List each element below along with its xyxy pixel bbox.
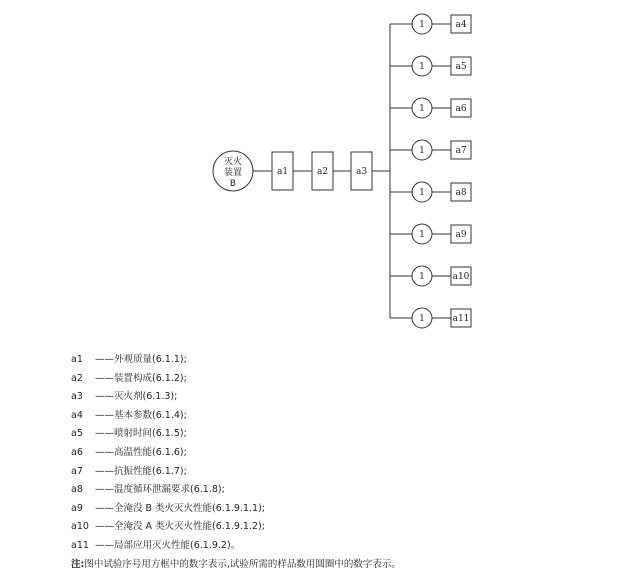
legend-item xyxy=(71,444,265,463)
device-label-line3: B xyxy=(229,179,237,189)
legend xyxy=(71,351,265,556)
branch-row xyxy=(390,14,471,34)
legend-dash: —— xyxy=(95,428,114,440)
legend-text: 温度循环泄漏要求(6.1.8); xyxy=(114,484,225,496)
legend-dash: —— xyxy=(95,354,114,365)
legend-item xyxy=(71,370,265,389)
legend-dash: —— xyxy=(95,446,114,458)
legend-dash: —— xyxy=(95,465,114,477)
legend-text: 装置构成(6.1.2); xyxy=(114,372,187,384)
test-box-label: a11 xyxy=(452,314,470,324)
note-label: 注: xyxy=(71,559,85,570)
legend-text: 灭火剂(6.1.3); xyxy=(114,391,178,403)
legend-text: 全淹没 B 类火灭火性能(6.1.9.1.1); xyxy=(114,502,265,514)
test-box-label: a10 xyxy=(452,272,470,282)
branch-row xyxy=(390,224,471,244)
legend-code: a9 xyxy=(71,502,83,514)
note xyxy=(71,556,401,570)
legend-item xyxy=(71,351,265,370)
legend-item xyxy=(71,463,265,482)
sample-count-label: 1 xyxy=(419,314,425,324)
test-box-label: a8 xyxy=(455,188,467,198)
note-text: 图中试验序号用方框中的数字表示,试验所需的样品数用圆圈中的数字表示。 xyxy=(84,559,401,570)
legend-item xyxy=(71,425,265,444)
legend-text: 全淹没 A 类火灭火性能(6.1.9.1.2); xyxy=(114,521,265,533)
sample-count-label: 1 xyxy=(419,146,425,156)
chain-label-a3: a3 xyxy=(355,167,368,177)
legend-dash: —— xyxy=(95,484,114,496)
legend-code: a10 xyxy=(71,521,89,533)
branch-row xyxy=(390,98,471,118)
branch-row xyxy=(390,308,471,328)
legend-dash: —— xyxy=(95,539,114,551)
legend-item xyxy=(71,407,265,426)
legend-text: 抗振性能(6.1.7); xyxy=(114,465,187,477)
test-box-label: a6 xyxy=(455,104,467,114)
legend-item xyxy=(71,388,265,407)
legend-code: a3 xyxy=(71,391,83,403)
legend-item xyxy=(71,518,265,537)
device-label-line2: 装置 xyxy=(223,168,243,178)
legend-dash: —— xyxy=(95,409,114,421)
test-box-label: a9 xyxy=(455,230,467,240)
sample-count-label: 1 xyxy=(419,104,425,114)
legend-text: 基本参数(6.1.4); xyxy=(114,409,187,421)
legend-code: a7 xyxy=(71,465,83,477)
legend-text: 局部应用灭火性能(6.1.9.2)。 xyxy=(114,539,241,551)
legend-dash: —— xyxy=(95,502,114,514)
branch-row xyxy=(390,182,471,202)
chain-label-a2: a2 xyxy=(316,167,329,177)
legend-code: a11 xyxy=(71,539,89,551)
test-box-label: a7 xyxy=(455,146,467,156)
legend-code: a1 xyxy=(71,354,83,365)
sample-count-label: 1 xyxy=(419,230,425,240)
sample-count-label: 1 xyxy=(419,188,425,198)
branches-group xyxy=(390,14,471,328)
test-box-label: a4 xyxy=(455,20,467,30)
legend-text: 高温性能(6.1.6); xyxy=(114,446,187,458)
legend-item xyxy=(71,500,265,519)
legend-code: a8 xyxy=(71,484,83,496)
legend-item xyxy=(71,537,265,556)
sample-count-label: 1 xyxy=(419,20,425,30)
legend-code: a6 xyxy=(71,446,83,458)
branch-row xyxy=(390,266,471,286)
legend-text: 喷射时间(6.1.5); xyxy=(114,428,187,440)
test-box-label: a5 xyxy=(455,62,467,72)
legend-code: a2 xyxy=(71,372,83,384)
legend-dash: —— xyxy=(95,521,114,533)
legend-item xyxy=(71,481,265,500)
legend-code: a5 xyxy=(71,428,83,440)
legend-dash: —— xyxy=(95,391,114,403)
sample-count-label: 1 xyxy=(419,272,425,282)
device-label-line1: 灭火 xyxy=(223,157,243,167)
legend-text: 外观质量(6.1.1); xyxy=(114,354,187,365)
branch-row xyxy=(390,140,471,160)
branch-row xyxy=(390,56,471,76)
sample-count-label: 1 xyxy=(419,62,425,72)
chain-label-a1: a1 xyxy=(276,167,289,177)
legend-code: a4 xyxy=(71,409,83,421)
legend-dash: —— xyxy=(95,372,114,384)
